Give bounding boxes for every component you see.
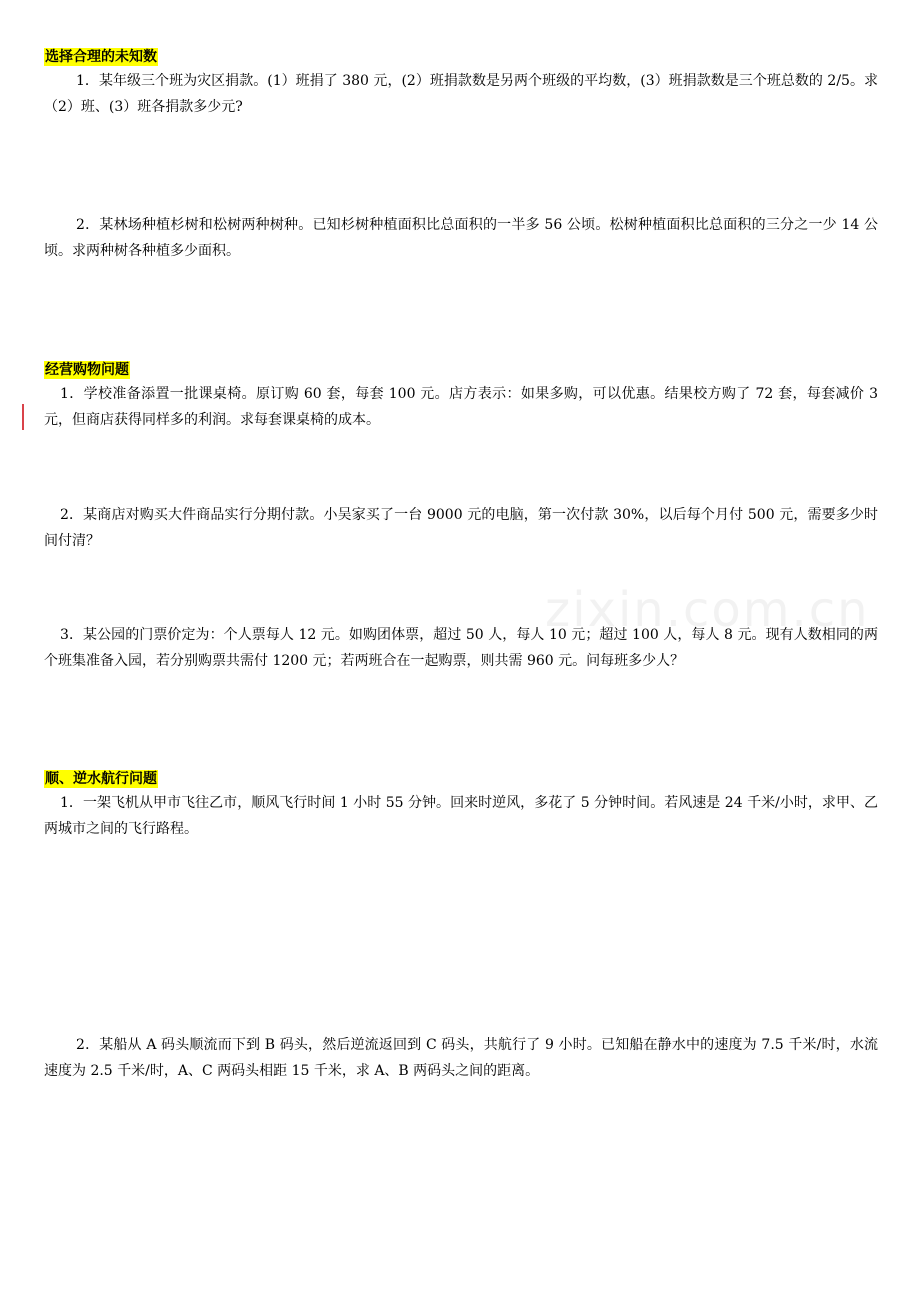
problem-1-2: 2．某林场种植杉树和松树两种树种。已知杉树种植面积比总面积的一半多 56 公顷。松树种植面积比总面积的三分之一少 14 公顷。求两种树各种植多少面积。 <box>44 217 878 259</box>
problem-2-1: 1．学校准备添置一批课桌椅。原订购 60 套，每套 100 元。店方表示：如果多购，可以优惠。结果校方购了 72 套，每套减价 3 元，但商店获得同样多的利润。求每套课桌椅的成本。 <box>44 386 878 428</box>
problem-3-1: 1．一架飞机从甲市飞往乙市，顺风飞行时间 1 小时 55 分钟。回来时逆风，多花了 5 分钟时间。若风速是 24 千米/小时，求甲、乙两城市之间的飞行路程。 <box>44 795 878 837</box>
problem-1-1: 1．某年级三个班为灾区捐款。(1）班捐了 380 元，(2）班捐款数是另两个班级的平均数，(3）班捐款数是三个班总数的 2/5。求（2）班、(3）班各捐款多少元? <box>44 73 878 115</box>
section-heading-unknowns: 选择合理的未知数 <box>45 49 157 65</box>
watermark: zixin.com.cn <box>545 582 870 638</box>
problem-3-2: 2．某船从 A 码头顺流而下到 B 码头，然后逆流返回到 C 码头，共航行了 9 小时。已知船在静水中的速度为 7.5 千米/时，水流速度为 2.5 千米/时，A、C 两码头相距 15 千米，求 A、B 两码头之间的距离。 <box>44 1037 878 1079</box>
problem-2-3: 3．某公园的门票价定为：个人票每人 12 元。如购团体票，超过 50 人，每人 10 元；超过 100 人，每人 8 元。现有人数相同的两个班集准备入园，若分别购票共需付 1200 元；若两班合在一起购票，则共需 960 元。问每班多少人？ <box>44 627 878 669</box>
margin-change-mark <box>22 404 24 430</box>
section-heading-navigation: 顺、逆水航行问题 <box>45 771 157 787</box>
problem-2-2: 2．某商店对购买大件商品实行分期付款。小吴家买了一台 9000 元的电脑，第一次付款 30%，以后每个月付 500 元，需要多少时间付清？ <box>44 507 878 549</box>
section-heading-shopping: 经营购物问题 <box>45 362 129 378</box>
